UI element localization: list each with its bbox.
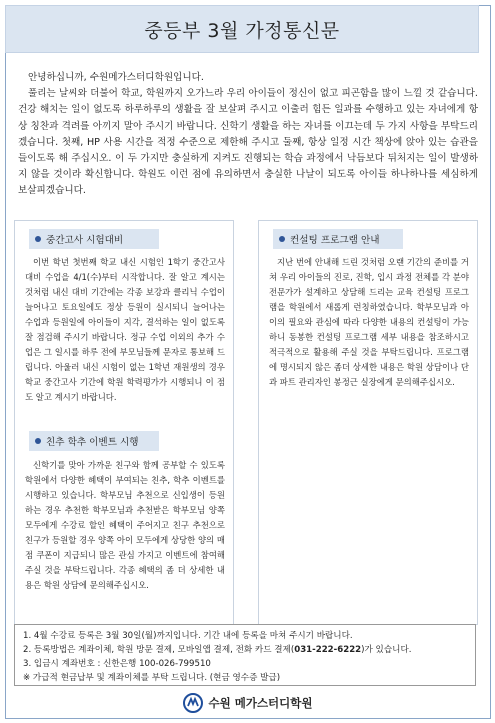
notice-line-2 — [23, 643, 467, 657]
left-column — [14, 220, 234, 625]
notice-line-2-suffix: )가 있습니다. — [361, 645, 412, 655]
exam-section-body — [25, 255, 225, 405]
exam-section-text: 이번 학년 첫번째 학교 내신 시험인 1학기 중간고사 대비 수업을 4/1(수)부터 시작합니다. 잘 알고 계시는 것처럼 내신 대비 기간에는 각종 보강과 클리닉 수업이 늘어나고 토요일에도 정상 등원이 실시되니 늘어나는 수업과 등원일에 아이들이 지각, 결석하는 일이 없도록 잘 점검해 주시기 바랍니다. 정규 수업 이외의 추가 수업은 그 일시를 하루 전에 부모님들께 문자로 통보해 드립니다. 아울러 내신 시험이 없는 1학년 재원생의 경우 학교 중간고사 기간에 학원 학력평가가 시행되니 이 점도 알고 계시기 바랍니다. — [25, 257, 225, 402]
intro-body: 풀리는 날씨와 더불어 학교, 학원까지 오가느라 우리 아이들이 정신이 없고 피곤함을 많이 느낄 것 같습니다. 건강 해치는 일이 없도록 하루하루의 생활을 잘 보살펴 주시고 이출러 힘든 일과를 수행하고 있는 자녀에게 항상 칭찬과 격려를 아끼지 말아 주시기 바랍니다. 신학기 생활을 하는 자녀를 이끄는데 두 가지 사항을 부탁드리겠습니다. 첫째, HP 사용 시간을 적정 수준으로 제한해 주시고 둘째, 항상 일정 시간 책상에 앉아 있는 습관을 들이도록 해 주십시오. 이 두 가지만 충실하게 지켜도 진행되는 학습 과정에서 낙듬보다 뒤처지는 일이 발생하지 않을 것이라 확신합니다. 학원도 이런 점에 유의하면서 충실한 나날이 되도록 아이들 하나하나를 세심하게 보살피겠습니다. — [18, 88, 478, 197]
consulting-section-title: 컨설팅 프로그램 안내 — [290, 235, 380, 246]
event-section-header — [29, 431, 159, 451]
notice-line-2-prefix: 2. 등록방법은 계좌이체, 학원 방문 결제, 모바일앱 결제, 전화 카드 결제( — [23, 645, 295, 655]
consulting-section-body — [269, 255, 469, 390]
footer — [0, 690, 495, 716]
intro-section — [18, 70, 478, 200]
event-section-body — [25, 458, 225, 593]
notice-line-4: ※ 가급적 현금납부 및 계좌이체를 부탁 드립니다. (현금 영수증 발급) — [23, 673, 281, 683]
exam-section-title: 중간고사 시험대비 — [46, 235, 124, 246]
notice-line-3: 3. 입금시 계좌번호 : 신한은행 100-026-799510 — [23, 659, 211, 669]
academy-logo-icon — [183, 693, 203, 713]
bullet-icon — [35, 236, 41, 242]
phone-number: 031-222-6222 — [294, 645, 362, 655]
consulting-section-text: 지난 번에 안내해 드린 것처럼 오랜 기간의 준비를 거쳐 우리 아이들의 진로, 진학, 입시 과정 전체를 각 분야 전문가가 설계하고 상담해 드리는 교육 컨설팅 프로그램을 학원에서 새롭게 런칭하였습니다. 학부모님과 아이의 필요와 관심에 따라 다양한 내용의 컨설팅이 가능하니 동봉한 컨설팅 프로그램 세부 내용을 참조하시고 적극적으로 활용해 주실 것을 부탁드립니다. 프로그램에 명시되지 않은 좀더 상세한 내용은 학원 상담이나 단과 파트 관리자인 봉정근 실장에게 문의해주십시오. — [269, 257, 469, 387]
bullet-icon — [35, 438, 41, 444]
event-section-title: 친추 학추 이벤트 시행 — [46, 437, 139, 448]
consulting-section-header — [273, 229, 403, 249]
intro-greeting: 안녕하십니까, 수원메가스터디학원입니다. — [28, 72, 204, 83]
notice-box — [14, 624, 476, 686]
title-banner — [5, 5, 479, 53]
exam-section-header — [29, 229, 159, 249]
right-column — [258, 220, 478, 625]
academy-name: 수원 메가스터디학원 — [208, 696, 313, 710]
page-title: 중등부 3월 가정통신문 — [144, 19, 340, 42]
event-section-text: 신학기를 맞아 가까운 친구와 함께 공부할 수 있도록 학원에서 다양한 혜택이 부여되는 친추, 학추 이벤트를 시행하고 있습니다. 학부모님 추천으로 신입생이 등원하는 경우 추천한 학부모님과 추천받은 학부모님 양쪽 모두에게 수강료 할인 혜택이 주어지고 친구 추천으로 친구가 등원할 경우 양쪽 아이 모두에게 상당한 양의 매점 쿠폰이 지급되니 많은 관심 가지고 이벤트에 참여해 주실 것을 부탁드립니다. 각종 혜택의 좀 더 상세한 내용은 학원 상담에 문의해주십시오. — [25, 460, 225, 590]
notice-line-1: 1. 4월 수강료 등록은 3월 30일(월)까지입니다. 기간 내에 등록을 마쳐 주시기 바랍니다. — [23, 631, 353, 641]
bullet-icon — [279, 236, 285, 242]
